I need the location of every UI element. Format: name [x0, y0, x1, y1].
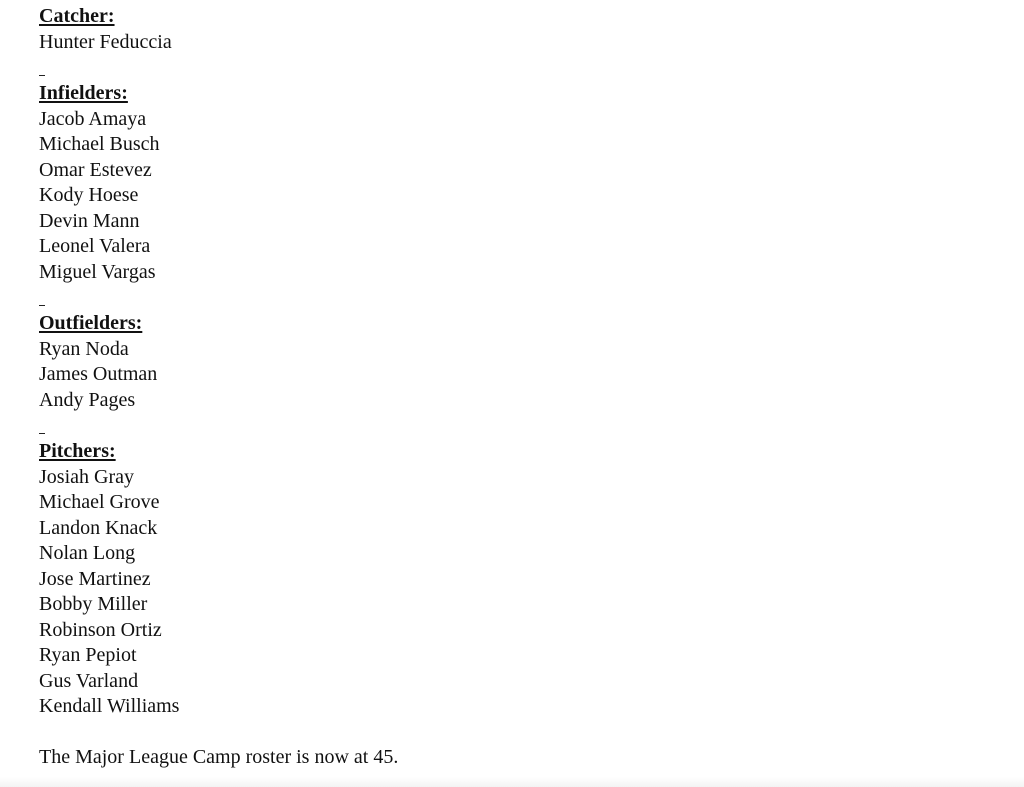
section-divider — [39, 413, 398, 439]
section-divider — [39, 55, 398, 81]
player-name: Omar Estevez — [39, 158, 152, 181]
divider-dash — [39, 433, 45, 434]
player-name: Gus Varland — [39, 669, 139, 692]
player-name: Leonel Valera — [39, 235, 151, 257]
player-name: Andy Pages — [39, 388, 136, 411]
player-name: Ryan Noda — [39, 337, 129, 360]
player-name: Bobby Miller — [39, 593, 148, 615]
player-name: Ryan Pepiot — [39, 644, 137, 666]
player-name: Robinson Ortiz — [39, 618, 162, 641]
player-name: Michael Busch — [39, 133, 160, 155]
section-title-outfielders: Outfielders: — [39, 312, 143, 334]
section-divider — [39, 285, 398, 311]
section-infielders — [39, 81, 398, 285]
player-name: Jacob Amaya — [39, 107, 147, 130]
section-title-catcher: Catcher: — [39, 5, 115, 27]
player-name: Devin Mann — [39, 209, 140, 232]
player-name: Nolan Long — [39, 542, 136, 564]
divider-dash — [39, 75, 45, 76]
divider-dash — [39, 305, 45, 306]
page-bottom-edge — [0, 777, 1024, 787]
player-name: Michael Grove — [39, 491, 160, 513]
player-name: Hunter Feduccia — [39, 30, 172, 53]
section-outfielders — [39, 311, 398, 413]
section-title-infielders: Infielders: — [39, 82, 128, 104]
player-name: Josiah Gray — [39, 465, 134, 488]
roster-summary: The Major League Camp roster is now at 45. — [39, 745, 399, 768]
player-name: Jose Martinez — [39, 567, 151, 590]
player-name: Landon Knack — [39, 516, 158, 539]
section-title-pitchers: Pitchers: — [39, 440, 116, 462]
player-name: Kendall Williams — [39, 695, 180, 717]
section-pitchers — [39, 439, 398, 720]
player-name: James Outman — [39, 363, 158, 385]
roster-content — [39, 4, 398, 770]
player-name: Kody Hoese — [39, 184, 139, 206]
player-name: Miguel Vargas — [39, 260, 156, 283]
section-catcher — [39, 4, 398, 55]
